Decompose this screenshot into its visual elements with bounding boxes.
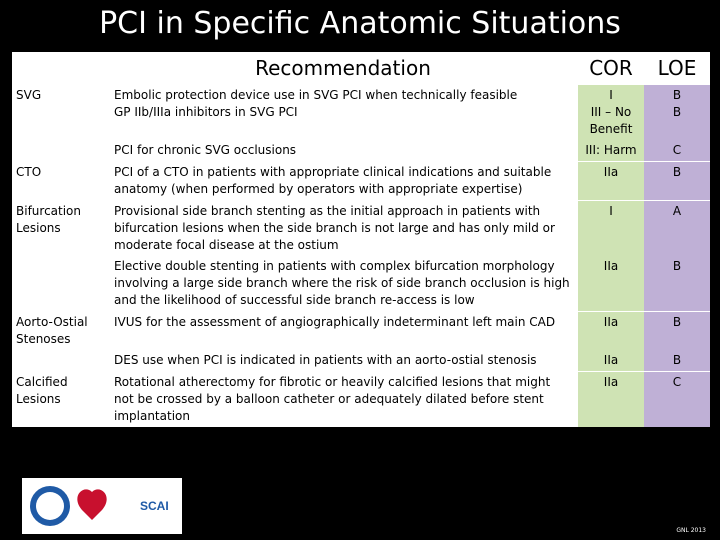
society-logos (22, 478, 182, 534)
row-recommendation: Provisional side branch stenting as the initial approach in patients with bifurcation lesions when the side branch is not large and has only mild or moderate focal disease at the ostium (108, 201, 578, 256)
recommendation-table (12, 52, 710, 427)
row-cor: IIa (578, 372, 644, 427)
row-recommendation: Elective double stenting in patients with complex bifurcation morphology involving a large side branch where the risk of side branch occlusion is high and the likelihood of successful side branch re-access is low (108, 256, 578, 311)
table-row (12, 161, 710, 200)
table-row (12, 311, 710, 350)
row-loe: B (644, 256, 710, 311)
table-row (12, 371, 710, 427)
row-label: CTO (12, 162, 108, 200)
table-row (12, 256, 710, 311)
table-row (12, 84, 710, 140)
row-recommendation: PCI of a CTO in patients with appropriate clinical indications and suitable anatomy (when performed by operators with appropriate expertise) (108, 162, 578, 200)
header-recommendation: Recommendation (108, 52, 578, 84)
row-cor: IIa (578, 162, 644, 200)
row-loe: C (644, 140, 710, 161)
row-cor: I (578, 201, 644, 256)
header-blank (12, 52, 108, 84)
row-loe: B (644, 162, 710, 200)
row-loe: B (644, 312, 710, 350)
row-cor: III: Harm (578, 140, 644, 161)
logos-graphic (22, 478, 182, 534)
header-loe: LOE (644, 52, 710, 84)
header-cor: COR (578, 52, 644, 84)
row-label (12, 350, 108, 371)
row-recommendation: DES use when PCI is indicated in patients with an aorto-ostial stenosis (108, 350, 578, 371)
row-cor: IIa (578, 312, 644, 350)
table-header (12, 52, 710, 84)
row-loe: C (644, 372, 710, 427)
page-title: PCI in Specific Anatomic Situations (99, 6, 621, 41)
row-loe: B B (644, 85, 710, 140)
table-row (12, 200, 710, 256)
row-label: SVG (12, 85, 108, 140)
row-recommendation: Rotational atherectomy for fibrotic or heavily calcified lesions that might not be crossed by a balloon catheter or adequately dilated before stent implantation (108, 372, 578, 427)
row-label: Calcified Lesions (12, 372, 108, 427)
table-body (12, 84, 710, 427)
row-recommendation: PCI for chronic SVG occlusions (108, 140, 578, 161)
table-row (12, 350, 710, 371)
footer-text: GNL 2013 (676, 527, 706, 534)
row-loe: B (644, 350, 710, 371)
row-cor: I III – No Benefit (578, 85, 644, 140)
row-recommendation: Embolic protection device use in SVG PCI when technically feasible GP IIb/IIIa inhibitors in SVG PCI (108, 85, 578, 140)
row-label: Bifurcation Lesions (12, 201, 108, 256)
row-recommendation: IVUS for the assessment of angiographically indeterminant left main CAD (108, 312, 578, 350)
row-label: Aorto-Ostial Stenoses (12, 312, 108, 350)
svg-text:SCAI: SCAI (140, 499, 169, 513)
row-label (12, 256, 108, 311)
row-label (12, 140, 108, 161)
table-row (12, 140, 710, 161)
row-cor: IIa (578, 256, 644, 311)
row-cor: IIa (578, 350, 644, 371)
row-loe: A (644, 201, 710, 256)
